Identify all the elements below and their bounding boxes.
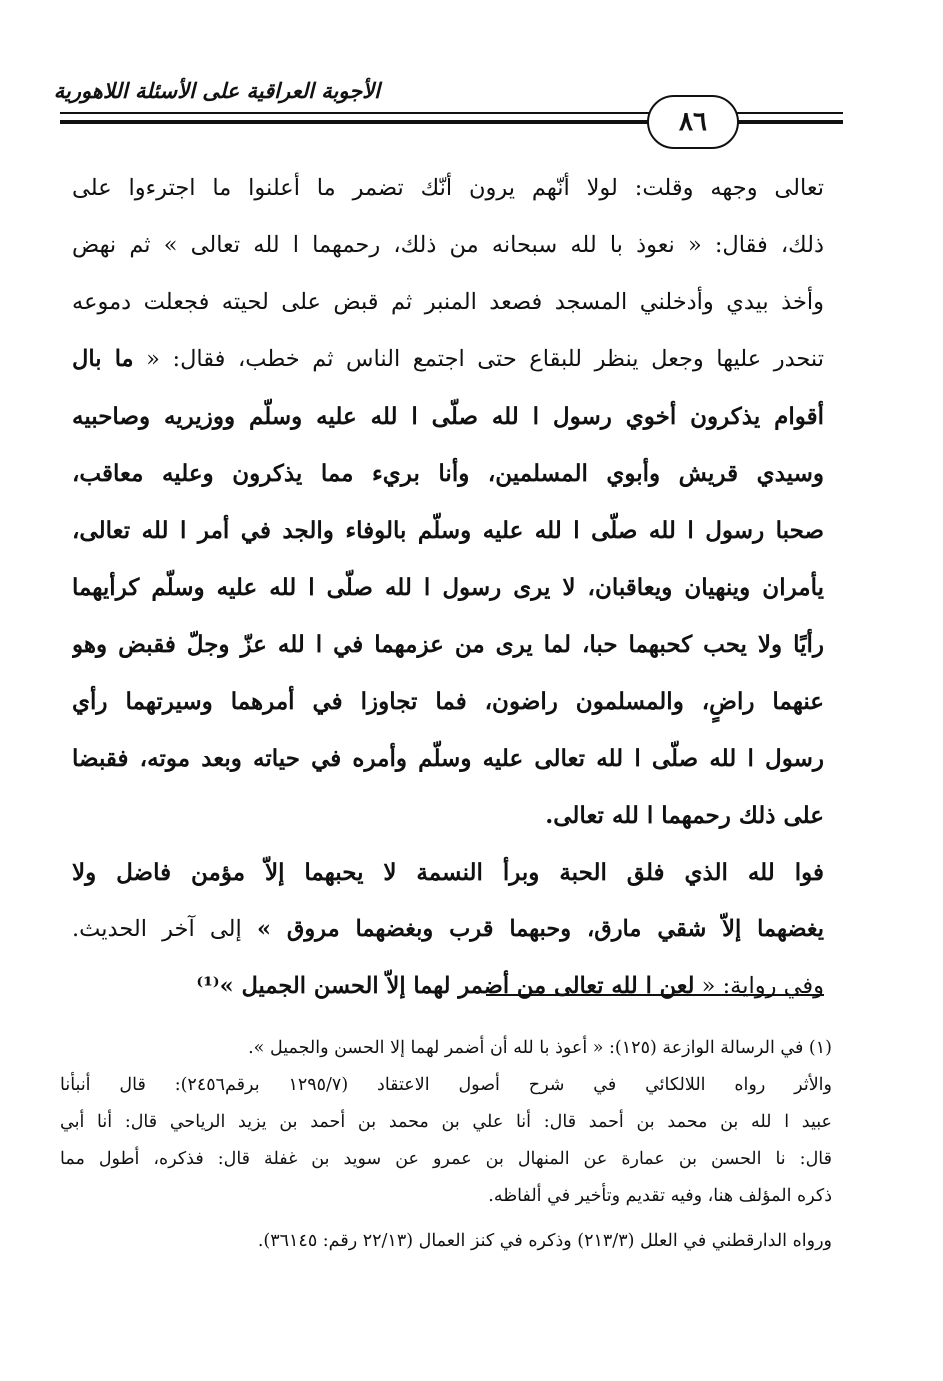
footnote-separator [486,994,824,996]
text-line-4-normal: تنحدر عليها وجعل ينظر للبقاع حتى اجتمع الناس ثم خطب، فقال: « [146,346,824,372]
footnote-line-5: ذكره المؤلف هنا، وفيه تقديم وتأخير في ألفاظه. [488,1186,832,1206]
text-line-9: رأيًا ولا يحب كحبهما حبا، لما يرى من عزمهما في ا لله عزّ وجلّ فقبض وهو [72,631,824,658]
footnote-line-3: عبيد ا لله بن محمد بن أحمد قال: أنا علي بن محمد بن أحمد بن يزيد الرياحي قال: أنا أبي [60,1112,832,1132]
body-text [72,160,824,1015]
text-line-11: رسول ا لله صلّى ا لله تعالى عليه وسلّم وأمره في حياته وبعد موته، فقبضا [72,745,824,772]
footnote-line-6: ورواه الدارقطني في العلل (٢١٣/٣) وذكره في كنز العمال (٢٢/١٣ رقم: ٣٦١٤٥). [257,1231,832,1251]
text-line-7: صحبا رسول ا لله صلّى ا لله عليه وسلّم بالوفاء والجد في أمر ا لله تعالى، [72,517,824,544]
text-line-14 [72,901,824,958]
text-line-15-bold: لعن ا لله تعالى من أضمر لهما إلاّ الحسن الجميل »⁽¹⁾ [196,973,695,999]
text-line-15 [72,958,824,1015]
text-line-10: عنهما راضٍ، والمسلمون راضون، فما تجاوزا في أمرهما وسيرتهما رأي [72,688,824,715]
text-line-4 [72,331,824,388]
text-line-12: على ذلك رحمهما ا لله تعالى. [545,802,824,829]
page-number-badge: ٨٦ [647,95,739,149]
footnotes [60,1030,832,1260]
text-line-1: تعالى وجهه وقلت: لولا أنّهم يرون أنّك تضمر ما أعلنوا ما اجترءوا على [72,175,824,201]
text-line-5: أقوام يذكرون أخوي رسول ا لله صلّى ا لله عليه وسلّم ووزيريه وصاحبيه [72,403,824,430]
footnote-line-2: والأثر رواه اللالكائي في شرح أصول الاعتقاد (١٢٩٥/٧ برقم٢٤٥٦): قال أنبأنا [60,1075,832,1095]
running-header-title: الأجوبة العراقية على الأسئلة اللاهورية [53,78,380,103]
footnote-line-4: قال: نا الحسن بن عمارة عن المنهال بن عمرو عن سويد بن غفلة قال: فذكره، أطول مما [60,1149,832,1169]
text-line-15-normal: وفي رواية: « [701,973,824,999]
text-line-14-bold: يغضهما إلاّ شقي مارق، وحبهما قرب وبغضهما مروق » [256,916,824,942]
text-line-2: ذلك، فقال: « نعوذ با لله سبحانه من ذلك، رحمهما ا لله تعالى » ثم نهض [72,232,824,258]
text-line-6: وسيدي قريش وأبوي المسلمين، وأنا بريء مما يذكرون وعليه معاقب، [72,460,824,487]
text-line-3: وأخذ بيدي وأدخلني المسجد فصعد المنبر ثم قبض على لحيته فجعلت دموعه [72,289,824,315]
text-line-14-normal: إلى آخر الحديث. [72,916,242,942]
footnote-line-1: (١) في الرسالة الوازعة (١٢٥): « أعوذ با لله أن أضمر لهما إلا الحسن والجميل ». [248,1038,832,1058]
text-line-8: يأمران وينهيان ويعاقبان، لا يرى رسول ا لله صلّى ا لله عليه وسلّم كرأيهما [72,574,824,601]
text-line-13: فوا لله الذي فلق الحبة وبرأ النسمة لا يحبهما إلاّ مؤمن فاضل ولا [72,859,824,886]
text-line-4-bold: ما بال [72,346,134,372]
